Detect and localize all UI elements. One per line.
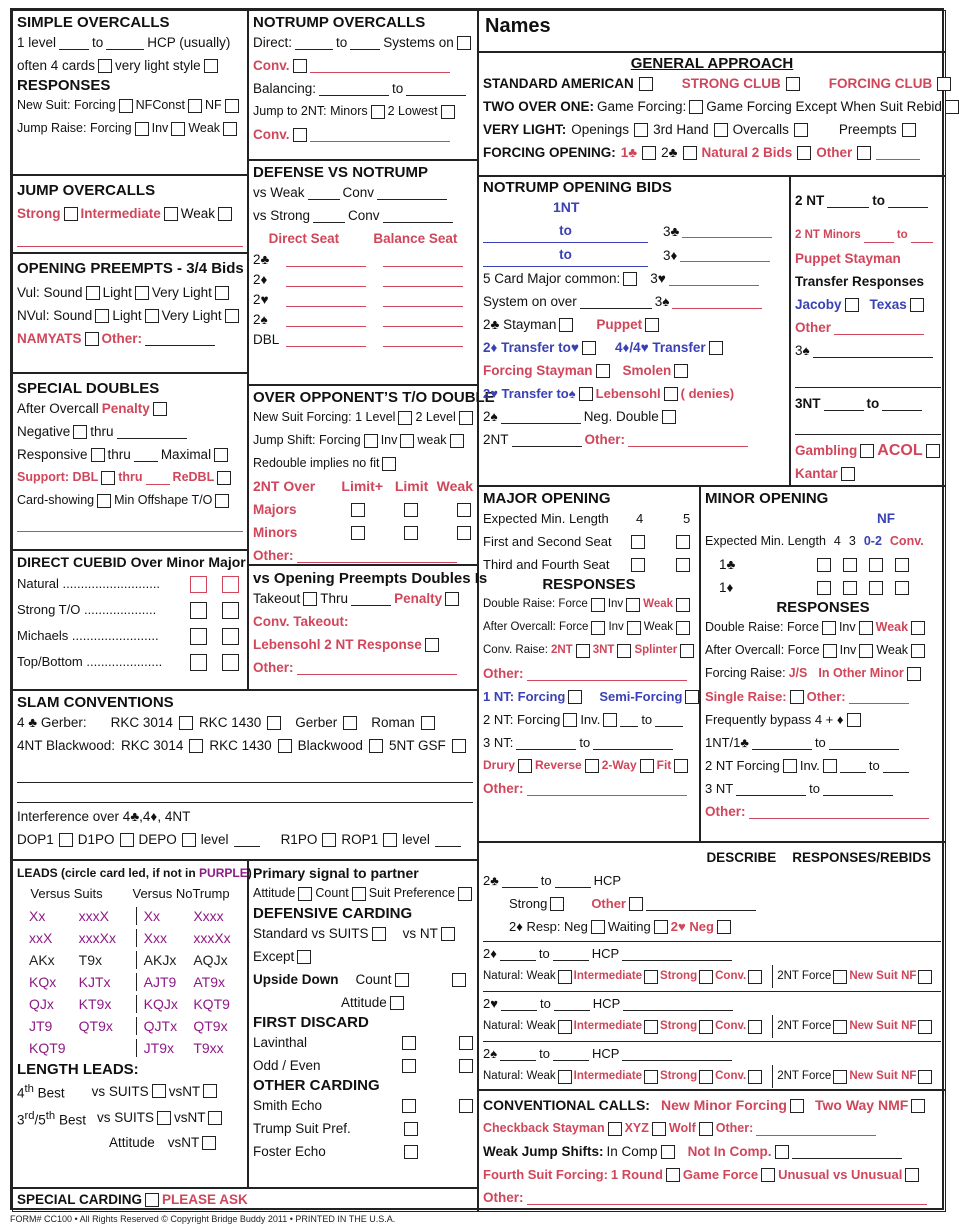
lead-cell[interactable]: T9xx xyxy=(193,1040,224,1056)
checkbox[interactable] xyxy=(222,576,239,593)
checkbox[interactable] xyxy=(188,99,202,113)
defense-row: DBL xyxy=(253,330,473,350)
general-approach-section: GENERAL APPROACH STANDARD AMERICAN STRONG CLUB FORCING CLUB TWO OVER ONE: Game Forcing: Game Forcing Except When Suit Rebid VERY LIGHT: Openings 3rd Hand Overcalls Preempts FORCING OPENING: 1♣ 2♣ Natural 2 Bids Other xyxy=(478,52,946,176)
checkbox[interactable] xyxy=(225,99,239,113)
lead-cell[interactable]: JT9x xyxy=(143,1040,175,1056)
lead-cell[interactable]: Xxxx xyxy=(193,908,224,924)
cuebid-row: Michaels ........................ xyxy=(17,623,243,649)
lead-cell[interactable]: KJTx xyxy=(78,974,111,990)
defense-row: 2♦ xyxy=(253,270,473,290)
two-bid-block: 2♥ to HCP Natural: Weak Intermediate Strong Conv. 2NT Force New Suit NF xyxy=(483,991,941,1038)
field[interactable] xyxy=(106,36,144,50)
lead-cell[interactable] xyxy=(79,1037,136,1059)
lead-row xyxy=(17,949,243,971)
defense-row: 2♣ xyxy=(253,250,473,270)
checkbox[interactable] xyxy=(204,59,218,73)
checkbox[interactable] xyxy=(190,602,207,619)
two-notrump-section: 2 NT to 2 NT Minors to Puppet Stayman Transfer Responses Jacoby Texas Other 3♠ 3NT to Gambling ACOL Kantar xyxy=(790,176,946,486)
field[interactable] xyxy=(59,36,89,50)
special-doubles-section: SPECIAL DOUBLES After Overcall Penalty Negative thru Responsive thru Maximal Support: DBL thru ReDBL Card-showing Min Offshape T/O xyxy=(12,373,248,550)
lead-cell[interactable]: JT9 xyxy=(29,1018,53,1034)
defense-row: 2♥ xyxy=(253,290,473,310)
checkbox[interactable] xyxy=(119,99,133,113)
cuebid-row: Natural ........................... xyxy=(17,571,243,597)
notrump-opening-section: NOTRUMP OPENING BIDS 1NT to 3♣ to 3♦ 5 Card Major common: 3♥ System on over 3♠ 2♣ Stayman Puppet 2♦ Transfer to♥ 4♦/4♥ Transfer Forcing Stayman Smolen 2♥ Transfer to♠ Lebensohl ( denies) 2♠ Neg. Double 2NT Other: xyxy=(478,176,790,486)
footer: FORM# CC100 • All Rights Reserved © Copyright Bridge Buddy 2011 • PRINTED IN THE U.S.A. xyxy=(10,1214,396,1224)
lead-cell[interactable]: KQT9 xyxy=(29,1040,66,1056)
defense-vs-notrump-section: DEFENSE VS NOTRUMP vs Weak Conv vs Strong Conv Direct Seat Balance Seat 2♣ 2♦ 2♥ 2♠ DBL xyxy=(248,160,478,385)
lead-cell[interactable]: T9x xyxy=(78,952,103,968)
opening-preempts-section: OPENING PREEMPTS - 3/4 Bids Vul: Sound Light Very Light NVul: Sound Light Very Light NAMYATS Other: xyxy=(12,253,248,373)
lead-cell[interactable]: AKJx xyxy=(143,952,177,968)
minor-opening-section: MINOR OPENING NF Expected Min. Length 4 3 0-2 Conv. 1♣ 1♦ RESPONSES Double Raise: Force Inv Weak After Overcall: Force Inv Weak Forcing Raise: J/S In Other Minor Single Raise: Other: Frequently bypass 4 + ♦ 1NT/1♣ to 2 NT Forcing Inv. to 3 NT to Other: xyxy=(700,486,946,842)
major-opening-section: MAJOR OPENING Expected Min. Length 4 5 First and Second Seat Third and Fourth Seat RESPONSES Double Raise: Force Inv Weak After Overcall: Force Inv Weak Conv. Raise: 2NT 3NT Splinter Other: 1 NT: Forcing Semi-Forcing 2 NT: Forcing Inv. to 3 NT: to Drury Reverse 2-Way Fit Other: xyxy=(478,486,700,842)
conventional-calls-section: CONVENTIONAL CALLS: New Minor Forcing Two Way NMF Checkback Stayman XYZ Wolf Other: Weak Jump Shifts: In Comp Not In Comp. Fourth Suit Forcing: 1 Round Game Force Unusual vs Unusual Other: xyxy=(478,1090,946,1212)
lead-cell[interactable]: QT9x xyxy=(78,1018,113,1034)
lead-row xyxy=(17,1037,243,1059)
simple-overcalls-section: SIMPLE OVERCALLS 1 level to HCP (usually) often 4 cards very light style RESPONSES New Suit: Forcing NFConst NF Jump Raise: Forcing Inv Weak xyxy=(12,10,248,175)
over-takeout-double-section: OVER OPPONENT’S T/O DOUBLE New Suit Forcing: 1 Level 2 Level Jump Shift: Forcing Inv weak Redouble implies no fit 2NT Over Limit+ Limit Weak Majors Minors Other: xyxy=(248,385,478,565)
vs-preempts-section: vs Opening Preempts Doubles Is Takeout Thru Penalty Conv. Takeout: Lebensohl 2 NT Response Other: xyxy=(248,565,478,690)
checkbox[interactable] xyxy=(222,628,239,645)
checkbox[interactable] xyxy=(135,122,149,136)
lead-cell[interactable]: KQJx xyxy=(143,996,178,1012)
lead-cell[interactable]: xxxX xyxy=(78,908,110,924)
lead-cell[interactable]: Xxx xyxy=(143,930,168,946)
lead-cell[interactable]: AKx xyxy=(29,952,55,968)
names-section: Names xyxy=(478,10,946,52)
lead-row xyxy=(17,1015,243,1037)
special-carding-section: SPECIAL CARDING PLEASE ASK xyxy=(12,1188,478,1212)
two-bids-section: DESCRIBE RESPONSES/REBIDS 2♣ to HCP Strong Other 2♦ Resp: Neg Waiting 2♥ Neg 2♦ to HCP Natural: Weak Intermediate Strong Conv. 2NT Force New Suit NF 2♥ to HCP Natural: Weak Intermediate Strong Conv. 2NT Force New Suit NF 2♠ to HCP Natural: Weak Intermediate Strong Conv. 2NT Force New Suit NF xyxy=(478,842,946,1090)
lead-cell[interactable]: KT9x xyxy=(78,996,112,1012)
lead-row xyxy=(17,927,243,949)
lead-cell[interactable]: KQT9 xyxy=(193,996,230,1012)
cuebid-row: Top/Bottom ..................... xyxy=(17,649,243,675)
lead-row xyxy=(17,905,243,927)
lead-cell[interactable]: Xx xyxy=(29,908,46,924)
slam-conventions-section: SLAM CONVENTIONS 4 ♣ Gerber: RKC 3014 RKC 1430 Gerber Roman 4NT Blackwood: RKC 3014 RKC 1430 Blackwood 5NT GSF Interference over 4♣,4♦, 4NT DOP1 D1PO DEPO level R1PO ROP1 level xyxy=(12,690,478,860)
checkbox[interactable] xyxy=(222,602,239,619)
checkbox[interactable] xyxy=(190,654,207,671)
signals-section: Primary signal to partner Attitude Count Suit Preference DEFENSIVE CARDING Standard vs SUITS vs NT Except Upside Down Count Attitude FIRST DISCARD Lavinthal Odd / Even OTHER CARDING Smith Echo Trump Suit Pref. Foster Echo xyxy=(248,860,478,1188)
lead-cell[interactable]: xxxXx xyxy=(193,930,231,946)
lead-row xyxy=(17,971,243,993)
lead-row xyxy=(17,993,243,1015)
lead-cell[interactable]: QJx xyxy=(29,996,54,1012)
checkbox[interactable] xyxy=(98,59,112,73)
lead-cell[interactable]: AJT9 xyxy=(143,974,177,990)
lead-cell[interactable]: xxxXx xyxy=(78,930,117,946)
checkbox[interactable] xyxy=(171,122,185,136)
jump-overcalls-section: JUMP OVERCALLS Strong Intermediate Weak xyxy=(12,175,248,253)
leads-section: LEADS (circle card led, if not in PURPLE) Versus Suits Versus NoTrump Xx xxxX Xx Xxxx xxX xxxXx Xxx xxxXx AKx T9x AKJx AQJx KQx KJTx AJT9 AT9x QJx KT9x KQJx KQT9 JT9 QT9x QJTx QT9x KQT9 JT9x T9xx LENGTH LEADS: 4th Best vs SUITS vsNT 3rd/5th Best vs SUITS vsNT Attitude vsNT xyxy=(12,860,248,1188)
checkbox[interactable] xyxy=(190,628,207,645)
lead-cell[interactable]: xxX xyxy=(29,930,53,946)
lead-cell[interactable]: AT9x xyxy=(193,974,225,990)
lead-cell[interactable]: KQx xyxy=(29,974,57,990)
two-bid-block: 2♦ to HCP Natural: Weak Intermediate Strong Conv. 2NT Force New Suit NF xyxy=(483,941,941,988)
checkbox[interactable] xyxy=(223,122,237,136)
lead-cell[interactable]: Xx xyxy=(143,908,161,924)
checkbox[interactable] xyxy=(222,654,239,671)
lead-cell[interactable]: QT9x xyxy=(193,1018,228,1034)
lead-cell[interactable]: QJTx xyxy=(143,1018,178,1034)
lead-cell[interactable]: AQJx xyxy=(193,952,228,968)
checkbox[interactable] xyxy=(190,576,207,593)
cuebid-row: Strong T/O .................... xyxy=(17,597,243,623)
notrump-overcalls-section: NOTRUMP OVERCALLS Direct: to Systems on Conv. Balancing: to Jump to 2NT: Minors 2 Lowest Conv. xyxy=(248,10,478,160)
direct-cuebid-section: DIRECT CUEBID Over Minor Major Natural ........................... Strong T/O .................... Michaels ........................ Top/Bottom ..................... xyxy=(12,550,248,690)
defense-row: 2♠ xyxy=(253,310,473,330)
convention-card xyxy=(10,8,944,1210)
section-title: SIMPLE OVERCALLS xyxy=(17,14,170,31)
two-bid-block: 2♠ to HCP Natural: Weak Intermediate Strong Conv. 2NT Force New Suit NF xyxy=(483,1041,941,1088)
